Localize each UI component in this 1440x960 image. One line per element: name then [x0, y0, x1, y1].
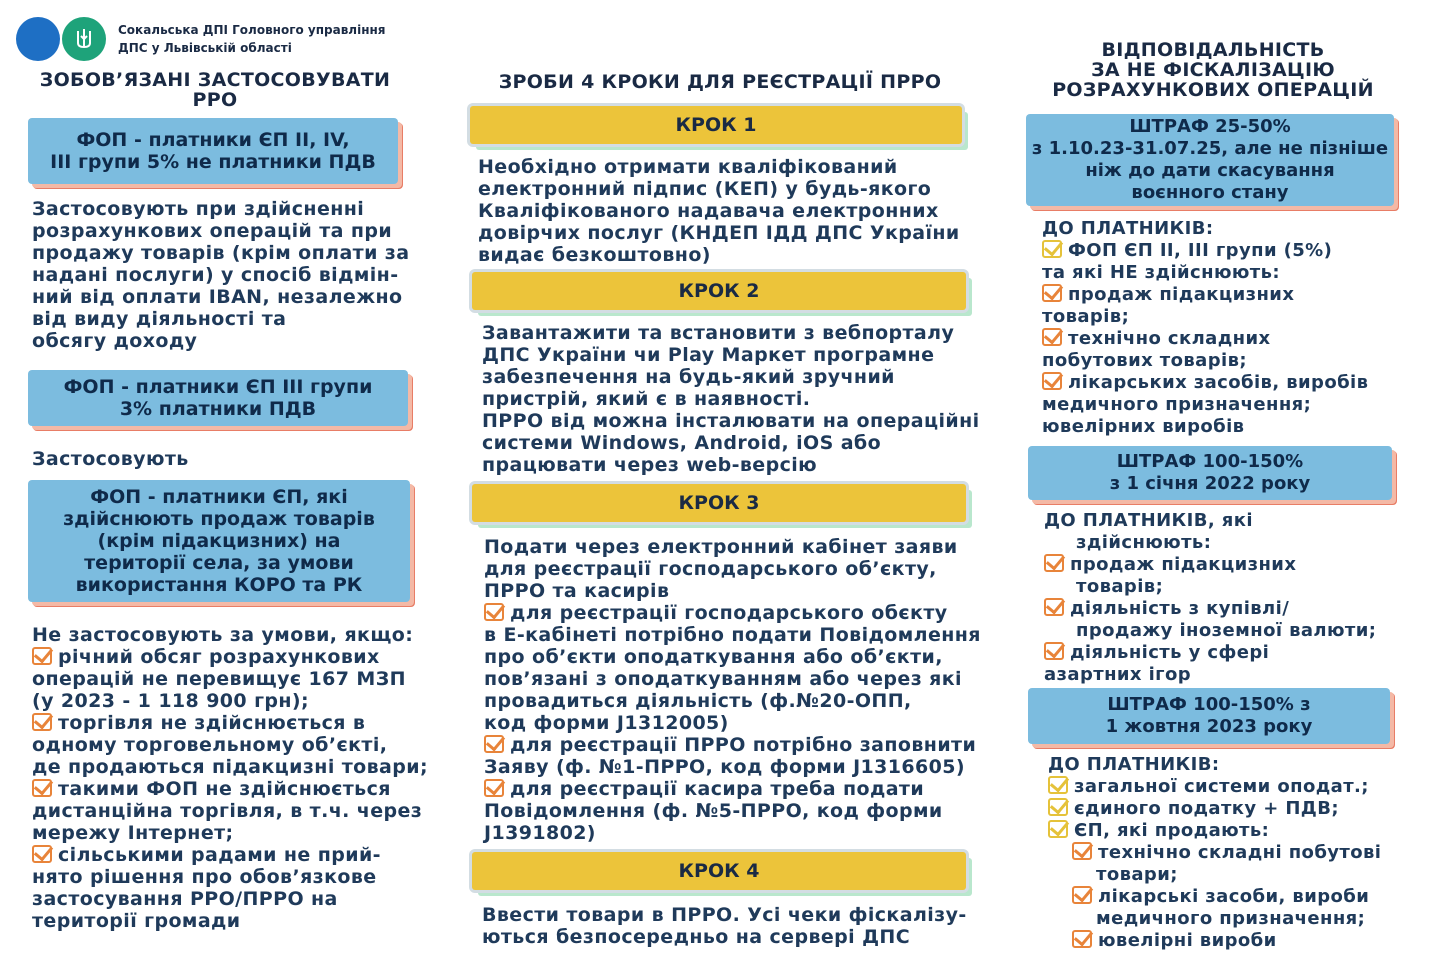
checkbox-icon — [1044, 554, 1064, 572]
text-line: обсягу доходу — [32, 330, 198, 352]
text-line-label: торгівля не здійснюється в — [58, 712, 366, 734]
title-line: РОЗРАХУНКОВИХ ОПЕРАЦІЙ — [1052, 79, 1374, 101]
text-line — [484, 602, 981, 624]
fine-25-50-box — [1026, 114, 1394, 206]
checkbox-icon — [32, 713, 52, 731]
text-line-label: сільськими радами не прий- — [58, 844, 381, 866]
text-line: для реєстрації господарського об’єкту, — [484, 558, 937, 580]
box-line: використання КОРО та РК — [75, 574, 363, 596]
text-line — [1044, 642, 1376, 664]
checkbox-icon — [484, 735, 504, 753]
fine3-text — [1048, 754, 1381, 952]
box-line: ФОП - платники ЄП ІІІ групи — [63, 376, 373, 398]
text-line-label: ЄП, які продають: — [1074, 820, 1270, 841]
checkbox-icon — [1042, 372, 1062, 390]
text-line: ДО ПЛАТНИКІВ, які — [1044, 510, 1253, 531]
text-line: Подати через електронний кабінет заяви — [484, 536, 958, 558]
text-line — [1042, 284, 1368, 306]
text-line: J1391802) — [484, 822, 596, 844]
org-line: Сокальська ДПІ Головного управління — [118, 23, 386, 37]
fop-village-box — [28, 480, 410, 602]
col2-title: ЗРОБИ 4 КРОКИ ДЛЯ РЕЄСТРАЦІЇ ПРРО — [498, 71, 942, 93]
text-line — [32, 778, 428, 800]
checkbox-icon — [1042, 328, 1062, 346]
text-line-label: лікарських засобів, виробів — [1068, 372, 1369, 393]
text-line: Завантажити та встановити з вебпорталу — [482, 322, 955, 344]
text-line: мережу Інтернет; — [32, 822, 234, 844]
fine1-text — [1042, 218, 1368, 438]
text-line: Необхідно отримати кваліфікований — [478, 156, 898, 178]
checkbox-icon — [1072, 886, 1092, 904]
text-line: ПРРО та касирів — [484, 580, 670, 602]
text-line: провадиться діяльність (ф.№20-ОПП, — [484, 690, 912, 712]
text-line: електронний підпис (КЕП) у будь-якого — [478, 178, 932, 200]
text-line: видає безкоштовно) — [478, 244, 711, 266]
text-line: пов’язані з оподаткуванням або через які — [484, 668, 962, 690]
text-line: побутових товарів; — [1042, 350, 1247, 371]
text-line-label: технічно складні побутові — [1098, 842, 1382, 863]
step3-bar: КРОК 3 — [472, 484, 966, 522]
text-line-label: ювелірні вироби — [1098, 930, 1277, 951]
checkbox-icon — [1044, 642, 1064, 660]
text-line: ДО ПЛАТНИКІВ: — [1042, 218, 1214, 239]
text-line: ювелірних виробів — [1042, 416, 1245, 437]
text-line: системи Windows, Android, iOS або — [482, 432, 882, 454]
text-line: ДО ПЛАТНИКІВ: — [1048, 754, 1220, 775]
box-line: ШТРАФ 100-150% — [1116, 451, 1304, 472]
text-line-label: технічно складних — [1068, 328, 1271, 349]
text-line: забезпечення на будь-який зручний — [482, 366, 895, 388]
text-line: де продаються підакцизні товари; — [32, 756, 428, 778]
text-line — [32, 646, 428, 668]
text-line-label: продаж підакцизних — [1070, 554, 1297, 575]
text-line-label: єдиного податку + ПДВ; — [1074, 798, 1339, 819]
checkbox-icon — [484, 779, 504, 797]
text-line — [1044, 598, 1376, 620]
checkbox-icon — [1044, 598, 1064, 616]
text-line: розрахункових операцій та при — [32, 220, 393, 242]
text-line: здійснюють: — [1076, 532, 1212, 553]
text-line — [1048, 842, 1381, 864]
text-line: пристрій, який є в наявності. — [482, 388, 811, 410]
box-line: воєнного стану — [1131, 182, 1289, 203]
col3-title — [1030, 40, 1396, 100]
box-line: ФОП - платники ЄП, які — [90, 486, 348, 508]
text-line-label: для реєстрації касира треба подати — [510, 778, 925, 800]
step2-bar: КРОК 2 — [472, 272, 966, 310]
col1-text2 — [32, 448, 189, 470]
box-line: 1 жовтня 2023 року — [1105, 716, 1313, 737]
text-line — [1042, 240, 1368, 262]
box-line: ІІІ групи 5% не платники ПДВ — [50, 151, 376, 173]
box-line: ШТРАФ 100-150% з — [1107, 694, 1311, 715]
text-line: про об’єкти оподаткування або об’єкти, — [484, 646, 943, 668]
text-line: Повідомлення (ф. №5-ПРРО, код форми — [484, 800, 943, 822]
text-line — [32, 844, 428, 866]
text-line-label: лікарські засоби, вироби — [1098, 886, 1370, 907]
text-line: продажу товарів (крім оплати за — [32, 242, 410, 264]
fop-group-2-4-box — [28, 118, 398, 184]
text-line: працювати через web-версію — [482, 454, 818, 476]
text-line — [32, 712, 428, 734]
text-line — [484, 778, 981, 800]
text-line: довірчих послуг (КНДЕП ІДД ДПС України — [478, 222, 960, 244]
checkbox-icon — [1048, 798, 1068, 816]
text-line — [1048, 886, 1381, 908]
text-line: нято рішення про обов’язкове — [32, 866, 377, 888]
text-line — [1044, 554, 1376, 576]
step1-bar: КРОК 1 — [470, 106, 962, 144]
col1-text3 — [32, 624, 428, 932]
title-line: ЗОБОВ’ЯЗАНІ ЗАСТОСОВУВАТИ — [39, 69, 391, 91]
text-line — [1042, 372, 1368, 394]
text-line — [1048, 798, 1381, 820]
text-line-label: для реєстрації господарського обєкту — [510, 602, 948, 624]
box-line: території села, за умови — [84, 552, 354, 574]
text-line: від виду діяльності та — [32, 308, 287, 330]
text-line: Не застосовують за умови, якщо: — [32, 624, 414, 646]
text-line: ПРРО від можна інсталювати на операційні — [482, 410, 980, 432]
text-line: ний від оплати IBAN, незалежно — [32, 286, 403, 308]
text-line: та які НЕ здійснюють: — [1042, 262, 1280, 283]
text-line-label: продаж підакцизних — [1068, 284, 1295, 305]
text-line: медичного призначення; — [1096, 908, 1366, 929]
box-line: (крім підакцизних) на — [97, 530, 341, 552]
box-line: ШТРАФ 25-50% — [1129, 116, 1291, 137]
box-line: з 1.10.23-31.07.25, але не пізніше — [1031, 138, 1389, 159]
checkbox-icon — [1048, 776, 1068, 794]
box-line: здійснюють продаж товарів — [63, 508, 375, 530]
text-line: Заяву (ф. №1-ПРРО, код форми J1316605) — [484, 756, 965, 778]
text-line-label: для реєстрації ПРРО потрібно заповнити — [510, 734, 977, 756]
text-line-label: діяльність у сфері — [1070, 642, 1270, 663]
checkbox-icon — [1042, 240, 1062, 258]
checkbox-icon — [484, 603, 504, 621]
header — [16, 16, 386, 62]
checkbox-icon — [1042, 284, 1062, 302]
box-line: ніж до дати скасування — [1085, 160, 1335, 181]
text-line: Кваліфікованого надавача електронних — [478, 200, 939, 222]
checkbox-icon — [1048, 820, 1068, 838]
step1-text — [478, 156, 960, 266]
step4-bar: КРОК 4 — [472, 852, 966, 890]
title-line: ЗА НЕ ФІСКАЛІЗАЦІЮ — [1091, 59, 1335, 81]
org-line: ДПС у Львівській області — [118, 41, 292, 55]
checkbox-icon — [32, 845, 52, 863]
title-line: РРО — [192, 89, 238, 111]
col1-text1 — [32, 198, 409, 352]
text-line: дистанційна торгівля, в т.ч. через — [32, 800, 423, 822]
text-line: товари; — [1096, 864, 1178, 885]
text-line-label: річний обсяг розрахункових — [58, 646, 380, 668]
trident-logo-icon — [62, 17, 106, 61]
step4-text — [482, 904, 967, 948]
text-line: медичного призначення; — [1042, 394, 1312, 415]
text-line-label: діяльність з купівлі/ — [1070, 598, 1290, 619]
fine2-text — [1044, 510, 1376, 686]
fop-group-3-vat-box — [28, 370, 408, 426]
text-line — [1042, 328, 1368, 350]
text-line: (у 2023 - 1 118 900 грн); — [32, 690, 310, 712]
checkbox-icon — [1072, 930, 1092, 948]
box-line: з 1 січня 2022 року — [1109, 473, 1311, 494]
checkbox-icon — [1072, 842, 1092, 860]
text-line: застосування РРО/ПРРО на — [32, 888, 338, 910]
text-line: товарів; — [1076, 576, 1164, 597]
fine-100-150-2023-box — [1028, 688, 1390, 744]
step2-text — [482, 322, 980, 476]
text-line-label: ФОП ЄП ІІ, ІІІ групи (5%) — [1068, 240, 1333, 261]
text-line-label: такими ФОП не здійснюється — [58, 778, 391, 800]
checkbox-icon — [32, 647, 52, 665]
text-line: ються безпосередньо на сервері ДПС — [482, 926, 911, 948]
text-line: азартних ігор — [1044, 664, 1192, 685]
text-line: території громади — [32, 910, 241, 932]
organization-name — [118, 21, 386, 57]
text-line — [1048, 930, 1381, 952]
text-line: ДПС України чи Play Маркет програмне — [482, 344, 935, 366]
text-line: Застосовують — [32, 448, 189, 470]
fine-100-150-2022-box — [1028, 446, 1392, 500]
text-line: Застосовують при здійсненні — [32, 198, 365, 220]
text-line — [484, 734, 981, 756]
text-line: надані послуги) у спосіб відмін- — [32, 264, 399, 286]
text-line: товарів; — [1042, 306, 1130, 327]
box-line: 3% платники ПДВ — [119, 398, 317, 420]
col1-title — [30, 70, 400, 110]
text-line-label: загальної системи оподат.; — [1074, 776, 1369, 797]
title-line: ВІДПОВІДАЛЬНІСТЬ — [1101, 39, 1325, 61]
text-line: Ввести товари в ПРРО. Усі чеки фіскалізу- — [482, 904, 967, 926]
text-line — [1048, 820, 1381, 842]
text-line: одному торговельному об’єкті, — [32, 734, 388, 756]
checkbox-icon — [32, 779, 52, 797]
dps-logo-icon — [16, 17, 60, 61]
text-line: продажу іноземної валюти; — [1076, 620, 1377, 641]
text-line: операцій не перевищує 167 МЗП — [32, 668, 406, 690]
text-line — [1048, 776, 1381, 798]
text-line: в Е-кабінеті потрібно подати Повідомлення — [484, 624, 981, 646]
step3-text — [484, 536, 981, 844]
box-line: ФОП - платники ЄП ІІ, IV, — [76, 129, 350, 151]
text-line: код форми J1312005) — [484, 712, 729, 734]
